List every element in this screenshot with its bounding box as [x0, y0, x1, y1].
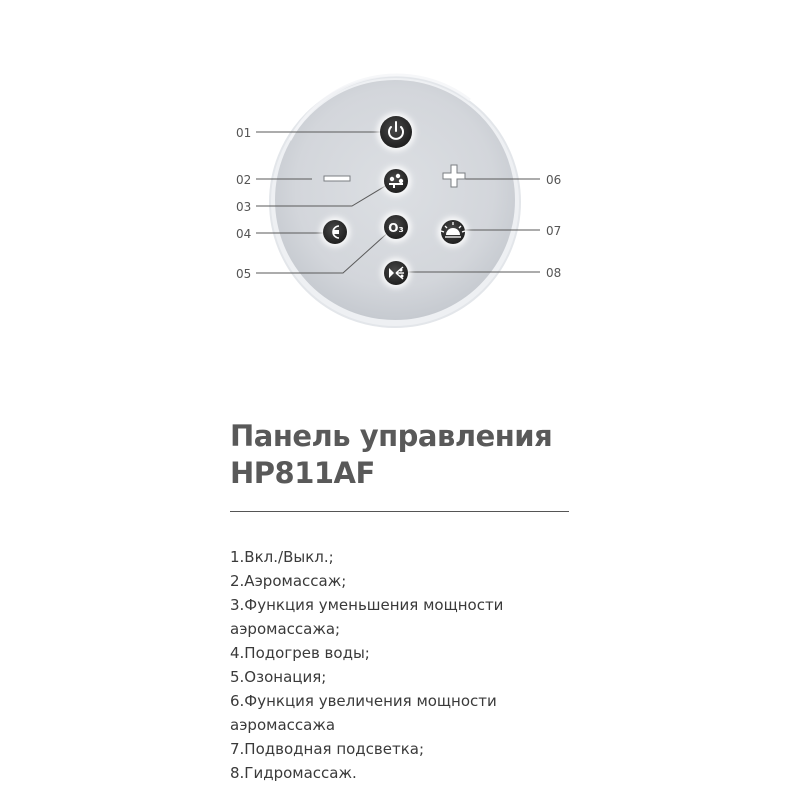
- legend-item: аэромассажа;: [230, 620, 341, 638]
- decrease-power-button[interactable]: [322, 172, 352, 188]
- legend-item: 6.Функция увеличения мощности: [230, 692, 497, 710]
- legend-item: 8.Гидромассаж.: [230, 764, 357, 782]
- callout-04: 04: [236, 227, 252, 241]
- title-line-1: Панель управления: [230, 419, 553, 453]
- water-heater-button[interactable]: [323, 220, 347, 244]
- legend-item: 4.Подогрев воды;: [230, 644, 370, 662]
- legend-item: 5.Озонация;: [230, 668, 327, 686]
- legend-item: 1.Вкл./Выкл.;: [230, 548, 334, 566]
- page-title: [230, 418, 650, 492]
- callout-02: 02: [236, 173, 252, 187]
- ozonation-button[interactable]: [384, 215, 408, 239]
- control-panel-diagram: [0, 0, 800, 340]
- legend-item: 2.Аэромассаж;: [230, 572, 347, 590]
- ozone-icon: O₃: [388, 221, 404, 235]
- legend-item: 3.Функция уменьшения мощности: [230, 596, 504, 614]
- title-divider: [230, 511, 569, 512]
- callout-03: 03: [236, 200, 252, 214]
- callout-07: 07: [546, 224, 562, 238]
- underwater-light-button[interactable]: [441, 220, 465, 244]
- callout-05: 05: [236, 267, 252, 281]
- callout-06: 06: [546, 173, 562, 187]
- function-legend: [230, 545, 650, 785]
- aeromassage-button[interactable]: [384, 169, 408, 193]
- callout-08: 08: [546, 266, 562, 280]
- control-panel-figure: [0, 0, 800, 340]
- panel-face: [270, 75, 520, 327]
- hydromassage-button[interactable]: [384, 261, 408, 285]
- callout-01: 01: [236, 126, 252, 140]
- power-button[interactable]: [380, 116, 412, 148]
- minus-icon: [324, 176, 350, 181]
- legend-item: аэромассажа: [230, 716, 336, 734]
- title-line-2: HP811AF: [230, 456, 375, 490]
- legend-item: 7.Подводная подсветка;: [230, 740, 425, 758]
